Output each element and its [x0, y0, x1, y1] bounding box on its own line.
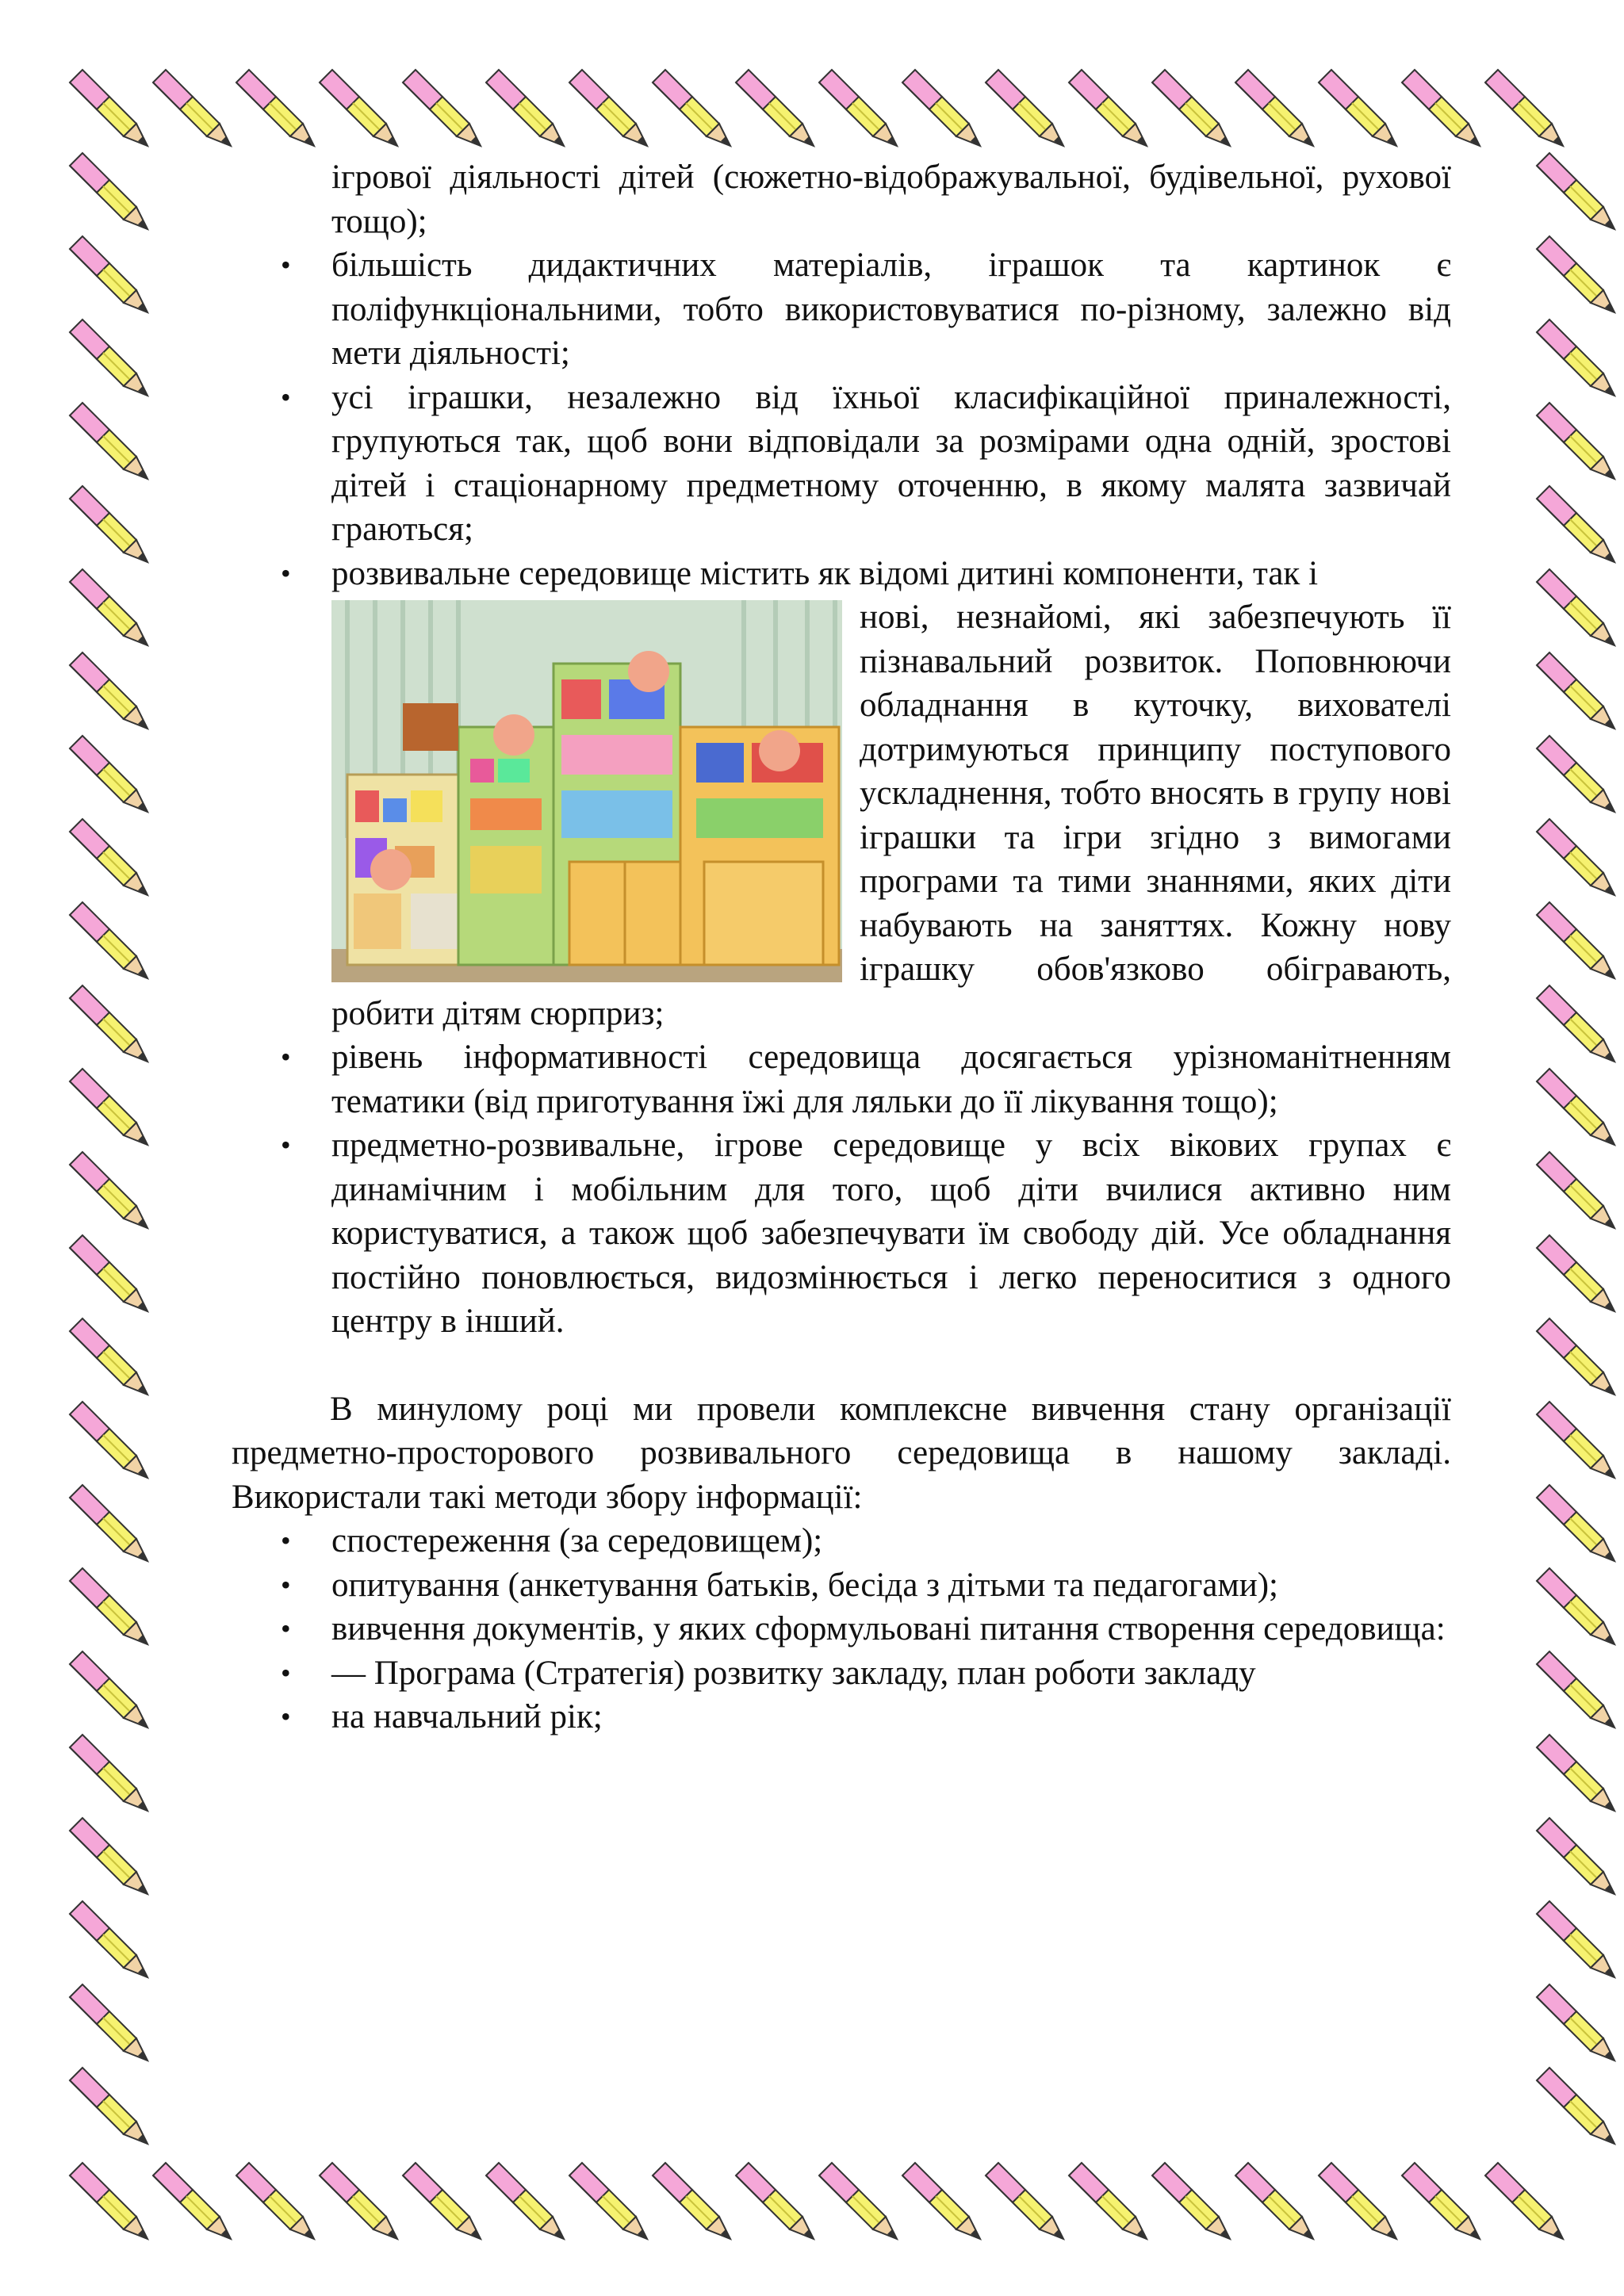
pencil-icon	[1537, 736, 1614, 812]
pencil-icon	[1537, 320, 1614, 396]
pencil-icon	[70, 569, 147, 645]
pencil-icon	[70, 1735, 147, 1811]
pencil-icon	[70, 1235, 147, 1311]
methods-paragraph: В минулому році ми провели комплексне вивчення стану організації предметно-просторового розвивального середовища в нашому закладі. Використали такі методи збору інформації:	[232, 1390, 1451, 1516]
list-item: • вивчення документів, у яких сформульовані питання створення середовища:	[232, 1607, 1451, 1651]
pencil-icon	[320, 2163, 397, 2239]
pencil-icon	[70, 902, 147, 978]
pencil-icon	[70, 736, 147, 812]
pencil-icon	[1537, 1984, 1614, 2061]
pencil-icon	[320, 70, 397, 146]
list-item: • спостереження (за середовищем);	[232, 1519, 1451, 1563]
pencil-icon	[1485, 70, 1563, 146]
pencil-icon	[1537, 1235, 1614, 1311]
pencil-icon	[70, 1901, 147, 1977]
pencil-icon	[1537, 1152, 1614, 1228]
pencil-icon	[70, 819, 147, 895]
pencil-icon	[1319, 2163, 1396, 2239]
pencil-icon	[70, 1069, 147, 1145]
pencil-icon	[1537, 1735, 1614, 1811]
pencil-icon	[1537, 1318, 1614, 1395]
list-item: • на навчальний рік;	[232, 1695, 1451, 1739]
pencil-icon	[1537, 2068, 1614, 2144]
list-item: • усі іграшки, незалежно від їхньої класифікаційної приналежності, групуються так, щоб вони відповідали за розмірами одна одній, зростові дітей і стаціонарному предметному оточенню, в якому малята зазвичай граються;	[232, 376, 1451, 552]
pencil-icon	[70, 1568, 147, 1644]
pencil-icon	[70, 320, 147, 396]
pencil-icon	[70, 985, 147, 1062]
pencil-icon	[986, 70, 1063, 146]
photo-bullet-first-line: • розвивальне середовище містить як відомі дитині компоненти, так і	[331, 554, 1319, 592]
pencil-icon	[1537, 569, 1614, 645]
bullet-list-top	[232, 155, 1451, 1344]
pencil-icon	[70, 2163, 147, 2239]
pencil-icon	[70, 1402, 147, 1478]
pencil-icon	[70, 236, 147, 312]
pencil-icon	[1537, 985, 1614, 1062]
pencil-icon	[1069, 2163, 1147, 2239]
pencil-icon	[569, 2163, 647, 2239]
pencil-icon	[653, 2163, 730, 2239]
pencil-icon	[819, 70, 897, 146]
pencil-icon	[70, 1984, 147, 2061]
pencil-icon	[1152, 2163, 1230, 2239]
pencil-icon	[70, 1818, 147, 1894]
pencil-icon	[70, 153, 147, 229]
pencil-icon	[1537, 902, 1614, 978]
pencil-icon	[153, 70, 231, 146]
pencil-icon	[486, 70, 564, 146]
pencil-icon	[819, 2163, 897, 2239]
pencil-icon	[403, 2163, 481, 2239]
pencil-icon	[902, 2163, 980, 2239]
pencil-icon	[1235, 2163, 1313, 2239]
classroom-shelf-photo	[331, 600, 842, 982]
pencil-icon	[736, 70, 814, 146]
pencil-icon	[70, 1651, 147, 1728]
pencil-icon	[736, 2163, 814, 2239]
pencil-icon	[486, 2163, 564, 2239]
pencil-icon	[70, 486, 147, 562]
list-item: • предметно-розвивальне, ігрове середовище у всіх вікових групах є динамічним і мобільним для того, щоб діти вчилися активно ним користуватися, а також щоб забезпечувати їм свободу дій. Усе обладнання постійно поновлюється, видозмінюється і легко переноситися з одного центру в інший.	[232, 1123, 1451, 1344]
pencil-icon	[70, 1485, 147, 1561]
list-item-continuation: ігрової діяльності дітей (сюжетно-відображувальної, будівельної, рухової тощо);	[331, 159, 1451, 240]
pencil-icon	[403, 70, 481, 146]
pencil-icon	[1537, 403, 1614, 479]
pencil-icon	[1537, 1901, 1614, 1977]
list-item: • — Програма (Стратегія) розвитку закладу, план роботи закладу	[232, 1651, 1451, 1696]
pencil-icon	[236, 2163, 314, 2239]
document-body	[232, 155, 1451, 1739]
pencil-icon	[236, 70, 314, 146]
list-item-with-photo: • розвивальне середовище містить як відомі дитині компоненти, так і нові, незнайомі, які забезпечують її пізнавальний розвиток. Поповнюючи обладнання в куточку, вихователі дотримуються принципу поступового ускладнення, тобто вносять в групу нові іграшки та ігри згідно з вимогами програми та тими знаннями, яких діти набувають на заняттях. Кожну нову іграшку обов'язково обігравають, робити дітям сюрприз;	[232, 552, 1451, 1036]
pencil-icon	[1537, 652, 1614, 729]
list-item: • опитування (анкетування батьків, бесіда з дітьми та педагогами);	[232, 1563, 1451, 1608]
pencil-icon	[1537, 1568, 1614, 1644]
pencil-icon	[70, 1318, 147, 1395]
pencil-icon	[70, 2068, 147, 2144]
pencil-icon	[1537, 1818, 1614, 1894]
pencil-icon	[1152, 70, 1230, 146]
pencil-icon	[1235, 70, 1313, 146]
list-item: • більшість дидактичних матеріалів, іграшок та картинок є поліфункціональними, тобто використовуватися по-різному, залежно від мети діяльності;	[232, 243, 1451, 376]
pencil-icon	[1485, 2163, 1563, 2239]
pencil-icon	[1069, 70, 1147, 146]
pencil-icon	[1537, 153, 1614, 229]
bullet-list-bottom	[232, 1519, 1451, 1739]
pencil-icon	[1537, 236, 1614, 312]
pencil-icon	[70, 652, 147, 729]
pencil-icon	[1402, 70, 1480, 146]
pencil-icon	[1537, 1402, 1614, 1478]
pencil-icon	[1537, 819, 1614, 895]
pencil-icon	[1537, 486, 1614, 562]
pencil-icon	[70, 70, 147, 146]
pencil-icon	[1537, 1069, 1614, 1145]
pencil-icon	[153, 2163, 231, 2239]
list-item: • рівень інформативності середовища досягається урізноманітненням тематики (від приготування їжі для ляльки до її лікування тощо);	[232, 1035, 1451, 1123]
pencil-icon	[902, 70, 980, 146]
pencil-icon	[1537, 1651, 1614, 1728]
pencil-icon	[1319, 70, 1396, 146]
pencil-icon	[1537, 1485, 1614, 1561]
pencil-icon	[569, 70, 647, 146]
pencil-icon	[986, 2163, 1063, 2239]
pencil-icon	[70, 403, 147, 479]
pencil-icon	[70, 1152, 147, 1228]
pencil-icon	[1402, 2163, 1480, 2239]
pencil-icon	[653, 70, 730, 146]
